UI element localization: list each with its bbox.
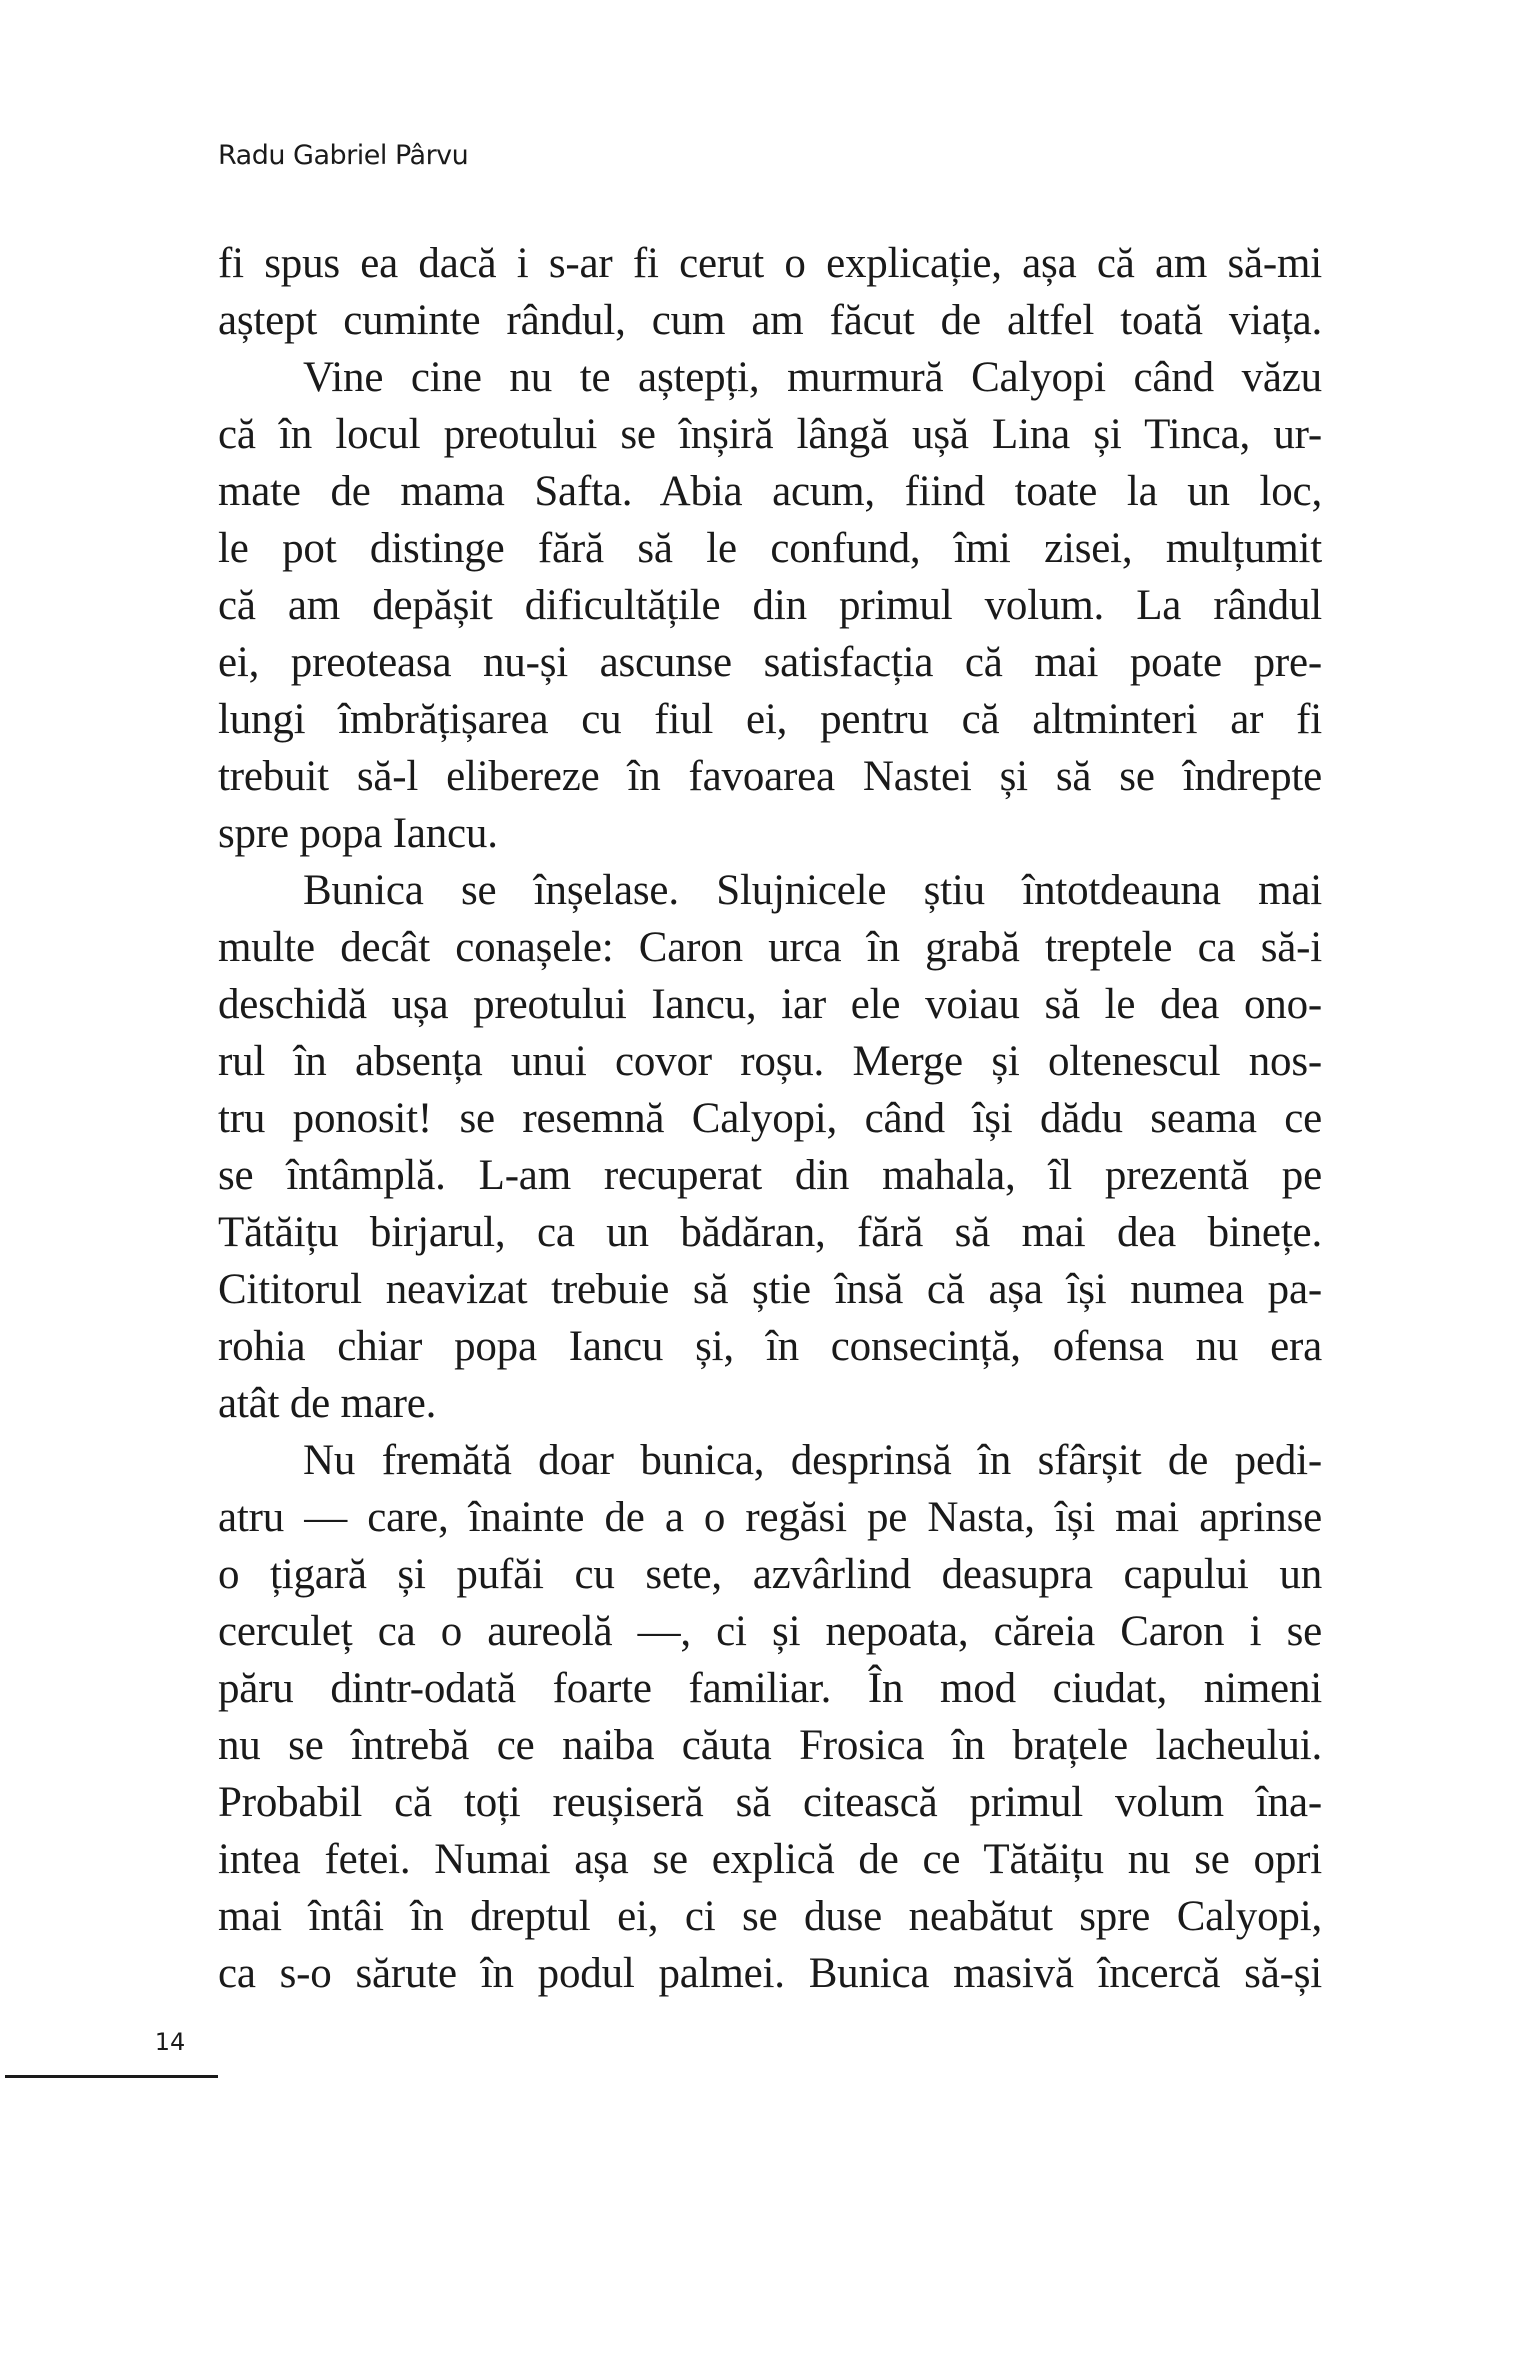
text-line: mate de mama Safta. Abia acum, fiind toate la un loc, — [218, 468, 1322, 515]
text-line: ca s-o sărute în podul palmei. Bunica masivă încercă să-și — [218, 1950, 1322, 1997]
text-line: trebuit să-l elibereze în favoarea Nastei și să se îndrepte — [218, 753, 1322, 800]
text-line: Cititorul neavizat trebuie să știe însă că așa își numea pa- — [218, 1266, 1322, 1313]
text-line: spre popa Iancu. — [218, 810, 498, 857]
text-line: Probabil că toți reușiseră să citească primul volum îna- — [218, 1779, 1322, 1826]
text-line: Nu fremătă doar bunica, desprinsă în sfârșit de pedi- — [303, 1437, 1322, 1484]
footer-rule — [5, 2075, 218, 2078]
text-line: mai întâi în dreptul ei, ci se duse neabătut spre Calyopi, — [218, 1893, 1322, 1940]
text-line: că am depășit dificultățile din primul volum. La rândul — [218, 582, 1322, 629]
text-line: se întâmplă. L-am recuperat din mahala, îl prezentă pe — [218, 1152, 1322, 1199]
text-line: nu se întrebă ce naiba căuta Frosica în brațele lacheului. — [218, 1722, 1322, 1769]
text-line: le pot distinge fără să le confund, îmi zisei, mulțumit — [218, 525, 1322, 572]
running-head-author: Radu Gabriel Pârvu — [218, 140, 469, 171]
text-line: fi spus ea dacă i s-ar fi cerut o explicație, așa că am să-mi — [218, 240, 1322, 287]
text-line: tru ponosit! se resemnă Calyopi, când își dădu seama ce — [218, 1095, 1322, 1142]
text-line: că în locul preotului se înșiră lângă ușă Lina și Tinca, ur- — [218, 411, 1322, 458]
text-line: multe decât conașele: Caron urca în grabă treptele ca să-i — [218, 924, 1322, 971]
text-line: aștept cuminte rândul, cum am făcut de altfel toată viața. — [218, 297, 1322, 344]
text-line: Bunica se înșelase. Slujnicele știu întotdeauna mai — [303, 867, 1322, 914]
text-line: rul în absența unui covor roșu. Merge și oltenescul nos- — [218, 1038, 1322, 1085]
text-line: păru dintr-odată foarte familiar. În mod ciudat, nimeni — [218, 1665, 1322, 1712]
text-line: intea fetei. Numai așa se explică de ce Tătăițu nu se opri — [218, 1836, 1322, 1883]
text-line: lungi îmbrățișarea cu fiul ei, pentru că altminteri ar fi — [218, 696, 1322, 743]
text-line: atru — care, înainte de a o regăsi pe Nasta, își mai aprinse — [218, 1494, 1322, 1541]
text-line: cerculeț ca o aureolă —, ci și nepoata, căreia Caron i se — [218, 1608, 1322, 1655]
text-line: atât de mare. — [218, 1380, 437, 1427]
text-line: Vine cine nu te aștepți, murmură Calyopi când văzu — [303, 354, 1322, 401]
text-line: o țigară și pufăi cu sete, azvârlind deasupra capului un — [218, 1551, 1322, 1598]
text-line: Tătăițu birjarul, ca un bădăran, fără să mai dea binețe. — [218, 1209, 1322, 1256]
text-line: rohia chiar popa Iancu și, în consecință, ofensa nu era — [218, 1323, 1322, 1370]
body-text — [218, 235, 1322, 2002]
text-line: ei, preoteasa nu-și ascunse satisfacția că mai poate pre- — [218, 639, 1322, 686]
text-line: deschidă ușa preotului Iancu, iar ele voiau să le dea ono- — [218, 981, 1322, 1028]
page-number: 14 — [154, 2028, 186, 2056]
